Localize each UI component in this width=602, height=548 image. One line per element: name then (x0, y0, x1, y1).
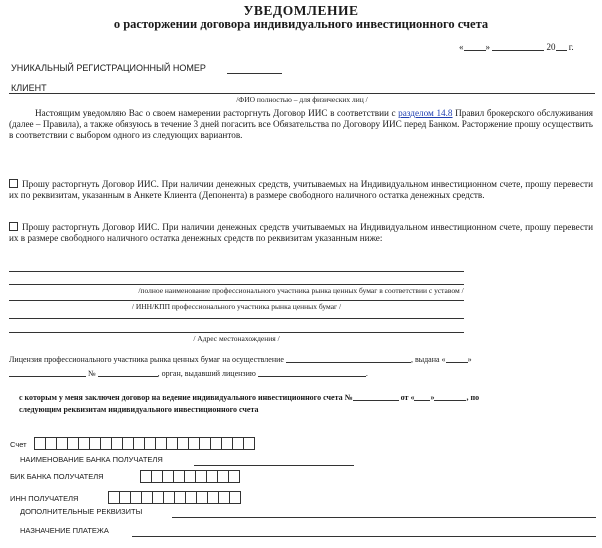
payment-purpose-field[interactable] (132, 536, 596, 537)
option-1-paragraph (9, 179, 593, 201)
license-activity-field[interactable] (286, 362, 411, 363)
option-2-paragraph (9, 222, 593, 244)
intro-paragraph (9, 108, 593, 140)
payment-purpose-label: НАЗНАЧЕНИЕ ПЛАТЕЖА (20, 526, 109, 535)
license-line-1 (9, 355, 472, 364)
reg-number-field[interactable] (227, 73, 282, 74)
intro-text-2: Правил брокерского обслуживания (далее – Правила), а также обязуюсь в течение 3 дней погасить все Обязательства по Договору ИИС перед Банком. Расторжение прошу осуществить в соответствии с выбором одного из следующих вариантов. (9, 108, 594, 140)
option-1-text: Прошу расторгнуть Договор ИИС. При наличии денежных средств, учитываемых на Индивидуальном инвестиционном счете, прошу перевести их по реквизитам, указанным в Анкете Клиента (Депонента) в размере свободного наличного остатка денежных средств. (9, 179, 593, 200)
date-year-suffix: г. (568, 42, 574, 52)
account-cells[interactable] (34, 437, 255, 450)
client-caption: /ФИО полностью – для физических лиц / (236, 95, 368, 104)
license-end-dot: . (365, 369, 368, 378)
contract-day-field[interactable] (414, 400, 430, 401)
bik-label: БИК БАНКА ПОЛУЧАТЕЛЯ (10, 472, 104, 481)
contract-text: с которым у меня заключен договор на ведение индивидуального инвестиционного счета № (19, 393, 353, 402)
license-month-field[interactable] (9, 376, 86, 377)
inn-kpp-caption: / ИНН/КПП профессионального участника рынка ценных бумаг / (131, 302, 342, 311)
participant-name-line-1[interactable] (9, 271, 464, 272)
contract-line-1 (19, 393, 479, 402)
contract-end-text: , по (466, 393, 480, 402)
inn-label: ИНН ПОЛУЧАТЕЛЯ (10, 494, 79, 503)
account-label: Счет (10, 440, 27, 449)
date-close-quote: » (485, 42, 490, 52)
license-day-field[interactable] (446, 362, 468, 363)
license-authority-label: , орган, выдавший лицензию (157, 369, 256, 378)
option-2-text: Прошу расторгнуть Договор ИИС. При наличии денежных средств учитываемых на Индивидуальном инвестиционном счете, прошу перевести их в размере свободного наличного остатка денежных средств по реквизитам указанным ниже: (9, 222, 593, 243)
extra-details-label: ДОПОЛНИТЕЛЬНЫЕ РЕКВИЗИТЫ (20, 507, 143, 516)
participant-name-caption: /полное наименование профессионального участника рынка ценных бумаг в соответствии с уставом / (138, 286, 464, 295)
client-label: КЛИЕНТ (11, 83, 47, 93)
bik-cells[interactable] (140, 470, 240, 483)
bank-name-label: НАИМЕНОВАНИЕ БАНКА ПОЛУЧАТЕЛЯ (20, 455, 163, 464)
rules-section-link[interactable]: разделом 14.8 (398, 108, 453, 118)
address-line-2[interactable] (9, 332, 464, 333)
reg-number-label: УНИКАЛЬНЫЙ РЕГИСТРАЦИОННЫЙ НОМЕР (11, 63, 206, 73)
option-1-checkbox[interactable] (9, 179, 18, 188)
option-2-checkbox[interactable] (9, 222, 18, 231)
date-month-field[interactable] (492, 50, 544, 51)
contract-month-field[interactable] (434, 400, 466, 401)
date-line (459, 42, 574, 52)
inn-cells[interactable] (108, 491, 241, 504)
contract-line-2: следующим реквизитам индивидуального инвестиционного счета (19, 405, 259, 414)
license-close-quote: » (467, 355, 472, 364)
address-caption: / Адрес местонахождения / (193, 334, 280, 343)
document-subtitle: о расторжении договора индивидуального инвестиционного счета (113, 17, 489, 31)
bank-name-field[interactable] (194, 465, 354, 466)
participant-name-line-2[interactable] (9, 284, 464, 285)
extra-details-field[interactable] (172, 517, 596, 518)
date-year-prefix: 20 (546, 42, 556, 52)
contract-close-quote: » (430, 393, 435, 402)
document-title: УВЕДОМЛЕНИЕ (243, 3, 359, 18)
license-line-2 (9, 369, 368, 378)
license-authority-field[interactable] (258, 376, 366, 377)
address-line-1[interactable] (9, 318, 464, 319)
inn-kpp-line[interactable] (9, 300, 464, 301)
client-field[interactable] (9, 93, 595, 94)
license-issued-label: , выдана « (410, 355, 446, 364)
intro-text-1: Настоящим уведомляю Вас о своем намерении расторгнуть Договор ИИС в соответствии с (35, 108, 396, 118)
license-text: Лицензия профессионального участника рынка ценных бумаг на осуществление (9, 355, 284, 364)
contract-from-label: от « (400, 393, 415, 402)
date-open-quote: « (459, 42, 464, 52)
contract-number-field[interactable] (353, 400, 399, 401)
date-year-field[interactable] (556, 50, 567, 51)
date-day-field[interactable] (464, 50, 486, 51)
license-number-field[interactable] (98, 376, 158, 377)
license-number-label: № (88, 369, 96, 378)
